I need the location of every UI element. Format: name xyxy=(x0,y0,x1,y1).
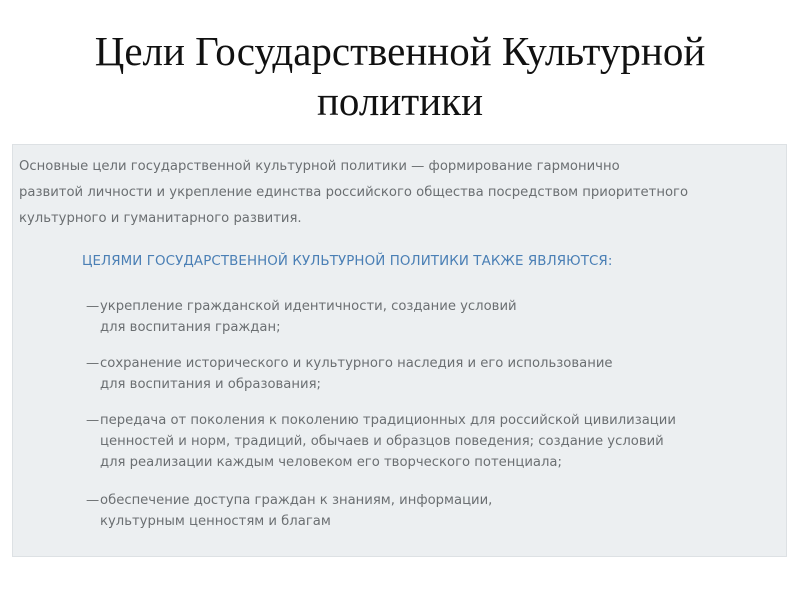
goal-item-traditions xyxy=(86,410,676,473)
goal-line: ценностей и норм, традиций, обычаев и образцов поведения; создание условий xyxy=(100,434,664,449)
goals-subheading: ЦЕЛЯМИ ГОСУДАРСТВЕННОЙ КУЛЬТУРНОЙ ПОЛИТИКИ ТАКЖЕ ЯВЛЯЮТСЯ: xyxy=(82,254,613,269)
intro-line: развитой личности и укрепление единства российского общества посредством приоритетного xyxy=(19,185,689,200)
goal-line: для воспитания и образования; xyxy=(100,377,321,392)
intro-paragraph xyxy=(19,154,784,232)
dash-bullet: — xyxy=(86,356,100,371)
slide-title xyxy=(0,26,800,126)
slide-title-line-2: политики xyxy=(316,78,484,124)
dash-bullet: — xyxy=(86,299,100,314)
goal-item-access xyxy=(86,490,492,532)
goal-item-heritage xyxy=(86,353,613,395)
goal-line: для воспитания граждан; xyxy=(100,320,281,335)
goal-line: —обеспечение доступа граждан к знаниям, информации, xyxy=(86,490,492,511)
intro-line: культурного и гуманитарного развития. xyxy=(19,211,302,226)
slide-title-line-1: Цели Государственной Культурной xyxy=(94,28,706,74)
goal-line: —укрепление гражданской идентичности, создание условий xyxy=(86,296,517,317)
content-panel xyxy=(12,144,787,557)
goal-item-civic-identity xyxy=(86,296,517,338)
dash-bullet: — xyxy=(86,493,100,508)
goal-line: —сохранение исторического и культурного наследия и его использование xyxy=(86,353,613,374)
intro-line: Основные цели государственной культурной политики — формирование гармонично xyxy=(19,159,620,174)
goal-line: культурным ценностям и благам xyxy=(100,514,331,529)
goal-line: —передача от поколения к поколению традиционных для российской цивилизации xyxy=(86,410,676,431)
dash-bullet: — xyxy=(86,413,100,428)
goal-line: для реализации каждым человеком его творческого потенциала; xyxy=(100,455,562,470)
